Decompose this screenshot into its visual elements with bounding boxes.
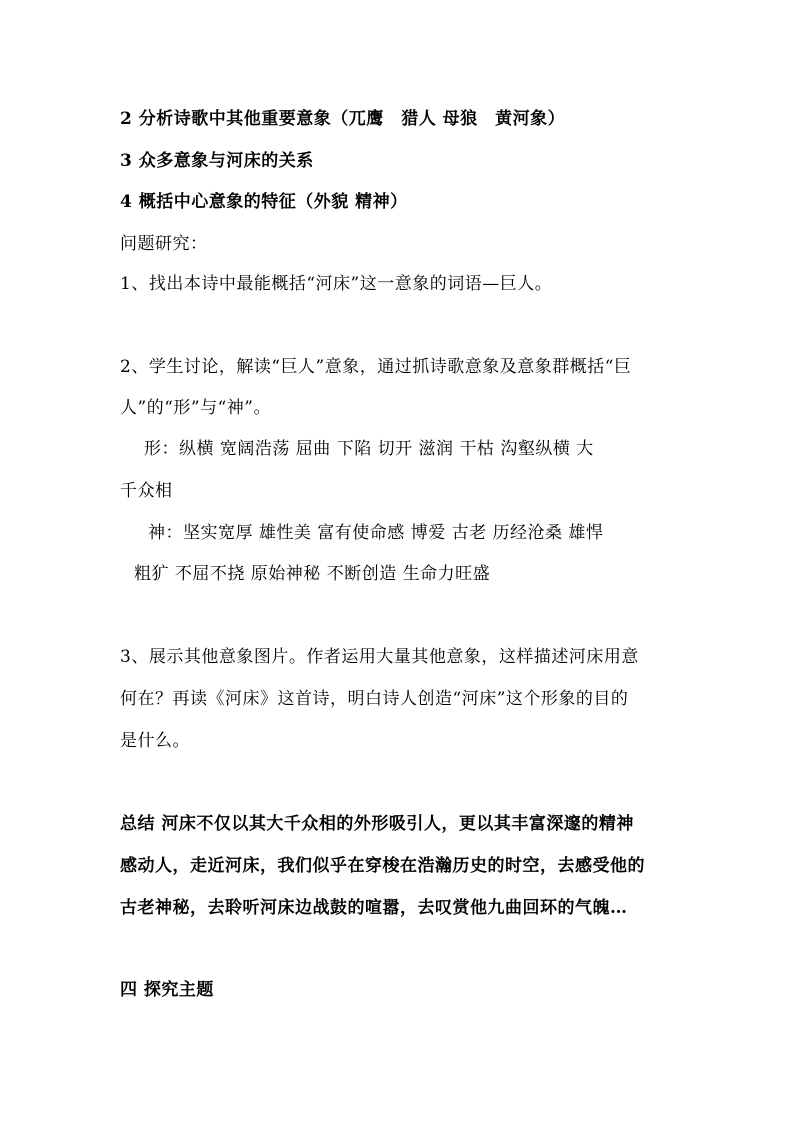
spirit-keywords-line-2: 粗犷 不屈不挠 原始神秘 不断创造 生命力旺盛 (134, 564, 491, 584)
question-3-line-2: 何在？再读《河床》这首诗，明白诗人创造“河床”这个形象的目的 (120, 689, 629, 709)
question-2-line-1: 2、学生讨论，解读“巨人”意象，通过抓诗歌意象及意象群概括“巨 (120, 357, 632, 377)
research-heading: 问题研究： (120, 234, 208, 254)
summary-line-1: 总结 河床不仅以其大千众相的外形吸引人，更以其丰富深邃的精神 (120, 814, 634, 834)
question-2-line-2: 人”的“形”与“神”。 (120, 398, 271, 418)
question-1: 1、找出本诗中最能概括“河床”这一意象的词语—巨人。 (120, 274, 553, 294)
form-keywords-line-2: 千众相 (120, 481, 173, 501)
summary-line-3: 古老神秘，去聆听河床边战鼓的喧嚣，去叹赏他九曲回环的气魄… (120, 898, 628, 918)
outline-item-2: 2 分析诗歌中其他重要意象（兀鹰 猎人 母狼 黄河象） (120, 109, 566, 129)
question-3-line-3: 是什么。 (120, 731, 190, 751)
form-keywords-line-1: 形：纵横 宽阔浩荡 屈曲 下陷 切开 滋润 干枯 沟壑纵横 大 (144, 439, 594, 459)
outline-item-4: 4 概括中心意象的特征（外貌 精神） (120, 192, 408, 212)
summary-line-2: 感动人，走近河床，我们似乎在穿梭在浩瀚历史的时空，去感受他的 (120, 856, 645, 876)
section-4-heading: 四 探究主题 (120, 980, 214, 1000)
outline-item-3: 3 众多意象与河床的关系 (120, 151, 314, 171)
question-3-line-1: 3、展示其他意象图片。作者运用大量其他意象，这样描述河床用意 (120, 647, 639, 667)
spirit-keywords-line-1: 神：坚实宽厚 雄性美 富有使命感 博爱 古老 历经沧桑 雄悍 (148, 523, 604, 543)
